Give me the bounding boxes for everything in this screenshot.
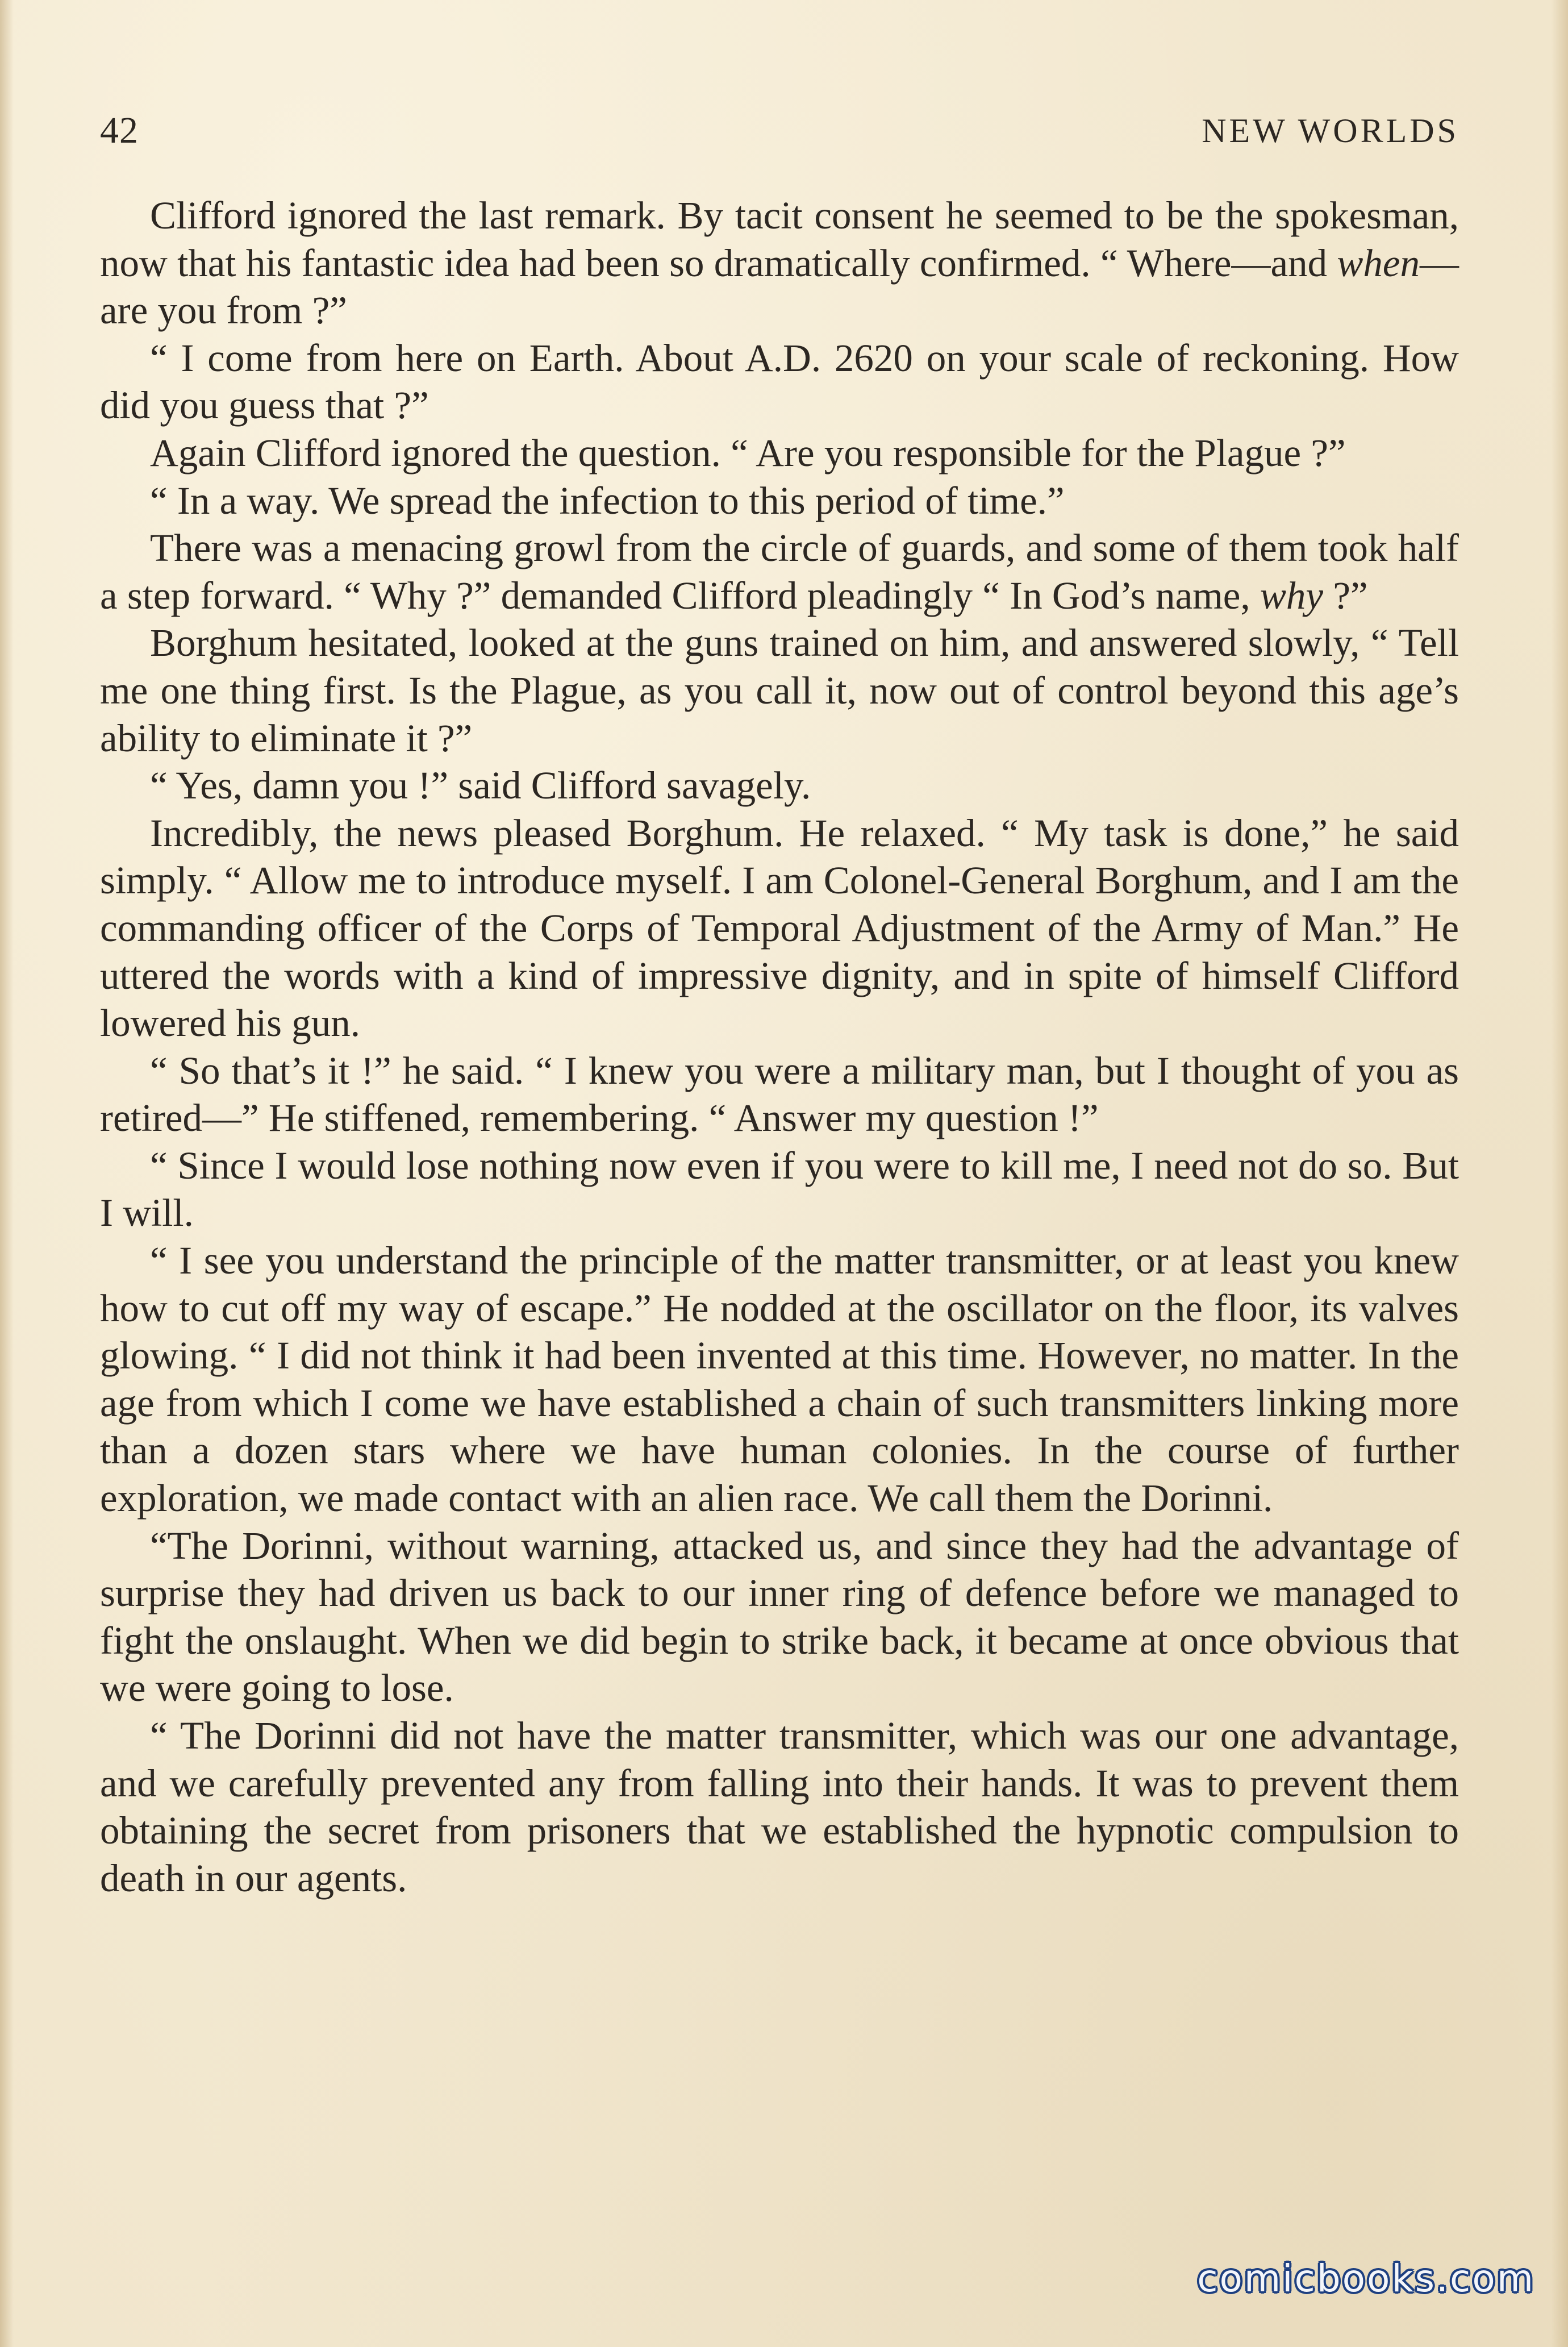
text-run: “ I come from here on Earth. About A.D. 2620 on your scale of reckoning. How did you guess that ?”: [100, 336, 1459, 427]
text-run: —are you from ?”: [100, 241, 1459, 332]
text-run: Again Clifford ignored the question. “ Are you responsible for the Plague ?”: [150, 431, 1346, 475]
page-edge-shadow-left: [0, 0, 14, 2347]
watermark: comicbooks.com: [1197, 2257, 1535, 2300]
text-run: “The Dorinni, without warning, attacked us, and since they had the advantage of surprise they had driven us back to our inner ring of defence before we managed to fight the onslaught. When we did begin to strike back, it became at once obvious that we were going to lose.: [100, 1524, 1459, 1710]
paragraph: [100, 1522, 1459, 1712]
text-run: “ The Dorinni did not have the matter transmitter, which was our one advantage, and we carefully prevented any from falling into their hands. It was to prevent them obtaining the secret from prisoners that we established the hypnotic compulsion to death in our agents.: [100, 1714, 1459, 1900]
text-run: Borghum hesitated, looked at the guns trained on him, and answered slowly, “ Tell me one thing first. Is the Plague, as you call it, now out of control beyond this age’s ability to eliminate it ?”: [100, 621, 1459, 760]
paragraph: [100, 430, 1459, 477]
paragraph: [100, 1712, 1459, 1902]
paragraph: [100, 525, 1459, 619]
italic-run: why: [1260, 573, 1324, 617]
paragraph: [100, 192, 1459, 335]
text-run: Incredibly, the news pleased Borghum. He relaxed. “ My task is done,” he said simply. “ Allow me to introduce myself. I am Colonel-General Borghum, and I am the commanding officer of the Corps of Temporal Adjustment of the Army of Man.” He uttered the words with a kind of impressive dignity, and in spite of himself Clifford lowered his gun.: [100, 811, 1459, 1045]
paragraph: [100, 477, 1459, 525]
paragraph: [100, 1047, 1459, 1142]
text-run: “ Since I would lose nothing now even if you were to kill me, I need not do so. But I will.: [100, 1143, 1459, 1235]
text-run: ?”: [1323, 573, 1368, 617]
running-title: NEW WORLDS: [1202, 112, 1459, 149]
text-run: “ Yes, damn you !” said Clifford savagely.: [150, 764, 811, 808]
paragraph: [100, 335, 1459, 430]
running-head: [100, 102, 1459, 159]
paragraph: [100, 762, 1459, 810]
text-run: “ I see you understand the principle of the matter transmitter, or at least you knew how to cut off my way of escape.” He nodded at the oscillator on the floor, its valves glowing. “ I did not think it had been invented at this time. However, no matter. In the age from which I come we have established a chain of such transmitters linking more than a dozen stars where we have human colonies. In the course of further exploration, we made contact with an alien race. We call them the Dorinni.: [100, 1239, 1459, 1520]
paragraph: [100, 1142, 1459, 1237]
story-text: [100, 192, 1459, 1902]
text-run: Clifford ignored the last remark. By tacit consent he seemed to be the spokesman, now that his fantastic idea had been so dramatically confirmed. “ Where—and: [100, 194, 1459, 285]
text-run: “ In a way. We spread the infection to this period of time.”: [150, 478, 1065, 522]
text-run: There was a menacing growl from the circle of guards, and some of them took half a step forward. “ Why ?” demanded Clifford pleadingly “ In God’s name,: [100, 526, 1459, 617]
paragraph: [100, 619, 1459, 762]
text-run: “ So that’s it !” he said. “ I knew you were a military man, but I thought of you as retired—” He stiffened, remembering. “ Answer my question !”: [100, 1048, 1459, 1140]
paragraph: [100, 1237, 1459, 1522]
page-number: 42: [100, 110, 139, 151]
page-edge-shadow-right: [1551, 0, 1568, 2347]
italic-run: when: [1337, 241, 1420, 285]
paragraph: [100, 810, 1459, 1047]
